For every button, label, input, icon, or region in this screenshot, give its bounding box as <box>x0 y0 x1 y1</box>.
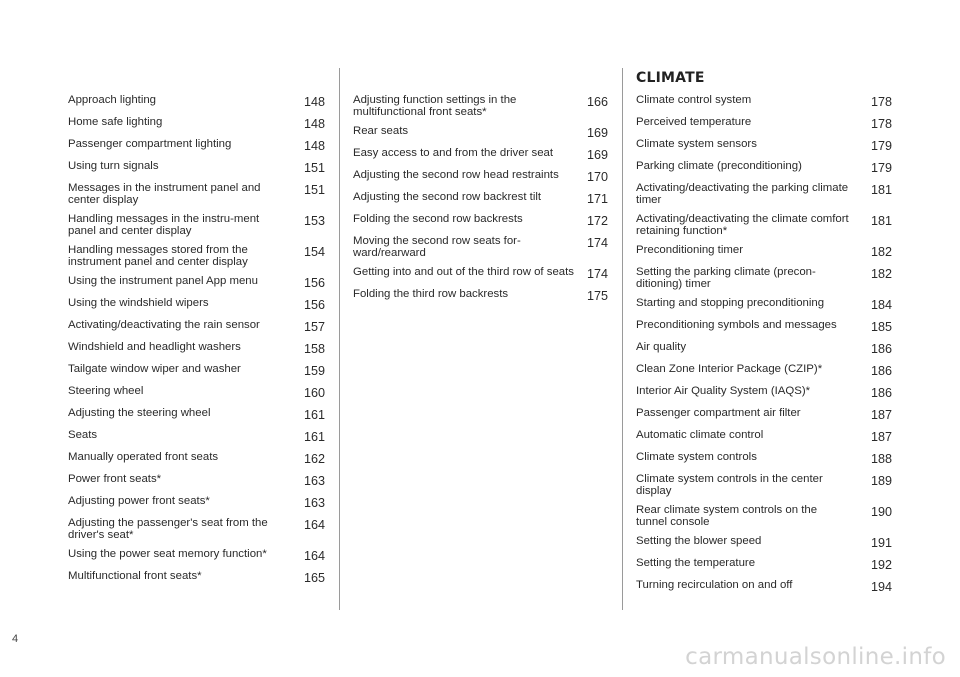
toc-entry-title: Adjusting the second row head restraints <box>353 169 559 181</box>
toc-entry-page: 156 <box>303 276 325 290</box>
toc-entry[interactable] <box>636 534 892 550</box>
toc-entry-page: 175 <box>586 289 608 303</box>
toc-entry-title: Setting the blower speed <box>636 535 762 547</box>
toc-entry-page: 162 <box>303 452 325 466</box>
toc-entry[interactable] <box>636 265 892 290</box>
toc-entry-title: Adjusting power front seats* <box>68 495 210 507</box>
toc-entry[interactable] <box>68 494 325 510</box>
toc-entry[interactable] <box>636 428 892 444</box>
toc-column-2 <box>353 93 608 309</box>
toc-entry[interactable] <box>636 115 892 131</box>
toc-entry-page: 166 <box>586 95 608 109</box>
toc-entry-page: 151 <box>303 161 325 175</box>
toc-entry-title: Activating/deactivating the rain sensor <box>68 319 260 331</box>
toc-entry-page: 181 <box>870 214 892 228</box>
toc-entry-page: 161 <box>303 430 325 444</box>
toc-entry-page: 184 <box>870 298 892 312</box>
toc-entry-title: Climate system controls in the center display <box>636 473 823 497</box>
toc-entry[interactable] <box>636 340 892 356</box>
toc-entry[interactable] <box>353 234 608 259</box>
toc-entry[interactable] <box>636 362 892 378</box>
toc-entry[interactable] <box>353 265 608 281</box>
toc-entry[interactable] <box>68 296 325 312</box>
toc-entry[interactable] <box>68 428 325 444</box>
toc-entry-title: Perceived temperature <box>636 116 752 128</box>
toc-entry[interactable] <box>68 450 325 466</box>
toc-entry[interactable] <box>68 318 325 334</box>
toc-entry-title: Messages in the instrument panel and center display <box>68 182 261 206</box>
toc-entry-page: 194 <box>870 580 892 594</box>
toc-entry-page: 153 <box>303 214 325 228</box>
toc-entry-title: Adjusting function settings in the multifunctional front seats* <box>353 94 517 118</box>
toc-entry-page: 164 <box>303 549 325 563</box>
toc-entry-title: Rear climate system controls on the tunnel console <box>636 504 818 528</box>
toc-entry-title: Easy access to and from the driver seat <box>353 147 554 159</box>
toc-entry[interactable] <box>68 93 325 109</box>
toc-entry-title: Turning recirculation on and off <box>636 579 793 591</box>
toc-entry[interactable] <box>68 547 325 563</box>
toc-entry-title: Setting the parking climate (precon-ditioning) timer <box>636 266 816 290</box>
toc-entry-title: Climate system controls <box>636 451 757 463</box>
toc-entry-title: Folding the second row backrests <box>353 213 523 225</box>
toc-entry[interactable] <box>68 159 325 175</box>
toc-entry-page: 158 <box>303 342 325 356</box>
toc-entry-page: 148 <box>303 139 325 153</box>
toc-entry-page: 181 <box>870 183 892 197</box>
toc-entry-title: Activating/deactivating the climate comfort retaining function* <box>636 213 849 237</box>
toc-entry-page: 159 <box>303 364 325 378</box>
toc-entry-title: Using the instrument panel App menu <box>68 275 258 287</box>
toc-entry[interactable] <box>68 243 325 268</box>
toc-entry[interactable] <box>636 296 892 312</box>
toc-entry-title: Air quality <box>636 341 687 353</box>
toc-entry[interactable] <box>636 450 892 466</box>
toc-entry[interactable] <box>636 93 892 109</box>
toc-entry-page: 186 <box>870 386 892 400</box>
watermark-text: carmanualsonline.info <box>685 644 946 670</box>
toc-entry-title: Moving the second row seats for-ward/rearward <box>353 235 521 259</box>
toc-entry-title: Using turn signals <box>68 160 159 172</box>
toc-entry[interactable] <box>636 472 892 497</box>
toc-entry[interactable] <box>68 274 325 290</box>
toc-entry-title: Passenger compartment air filter <box>636 407 801 419</box>
toc-entry-title: Handling messages stored from the instrument panel and center display <box>68 244 248 268</box>
toc-entry-title: Setting the temperature <box>636 557 756 569</box>
toc-entry-page: 169 <box>586 126 608 140</box>
toc-entry-page: 148 <box>303 117 325 131</box>
toc-entry-page: 178 <box>870 117 892 131</box>
toc-entry-page: 161 <box>303 408 325 422</box>
toc-entry[interactable] <box>353 93 608 118</box>
toc-entry[interactable] <box>68 362 325 378</box>
toc-entry-title: Preconditioning timer <box>636 244 743 256</box>
toc-entry-title: Home safe lighting <box>68 116 163 128</box>
toc-entry-page: 179 <box>870 139 892 153</box>
toc-entry-page: 187 <box>870 408 892 422</box>
toc-entry-title: Windshield and headlight washers <box>68 341 241 353</box>
toc-entry-page: 188 <box>870 452 892 466</box>
toc-entry-title: Steering wheel <box>68 385 144 397</box>
toc-entry-title: Manually operated front seats <box>68 451 219 463</box>
toc-entry[interactable] <box>353 168 608 184</box>
toc-entry-page: 157 <box>303 320 325 334</box>
toc-entry-page: 156 <box>303 298 325 312</box>
toc-entry-title: Interior Air Quality System (IAQS)* <box>636 385 811 397</box>
toc-entry-title: Parking climate (preconditioning) <box>636 160 802 172</box>
toc-entry[interactable] <box>353 287 608 303</box>
toc-entry-page: 163 <box>303 496 325 510</box>
toc-entry-title: Starting and stopping preconditioning <box>636 297 825 309</box>
toc-entry-page: 179 <box>870 161 892 175</box>
toc-entry-page: 192 <box>870 558 892 572</box>
toc-entry-page: 174 <box>586 267 608 281</box>
toc-entry-title: Passenger compartment lighting <box>68 138 232 150</box>
toc-entry[interactable] <box>68 472 325 488</box>
toc-entry[interactable] <box>636 243 892 259</box>
toc-entry[interactable] <box>636 181 892 206</box>
toc-entry-title: Clean Zone Interior Package (CZIP)* <box>636 363 823 375</box>
section-heading-climate: CLIMATE <box>636 70 705 86</box>
toc-entry-page: 160 <box>303 386 325 400</box>
toc-entry[interactable] <box>68 516 325 541</box>
toc-entry-page: 169 <box>586 148 608 162</box>
toc-entry[interactable] <box>636 556 892 572</box>
toc-entry-title: Using the power seat memory function* <box>68 548 267 560</box>
toc-entry[interactable] <box>68 181 325 206</box>
toc-entry[interactable] <box>353 190 608 206</box>
toc-entry-page: 186 <box>870 342 892 356</box>
toc-entry-page: 171 <box>586 192 608 206</box>
column-divider <box>339 68 340 610</box>
toc-entry-title: Climate system sensors <box>636 138 757 150</box>
toc-entry[interactable] <box>636 137 892 153</box>
toc-entry-title: Adjusting the passenger's seat from the driver's seat* <box>68 517 268 541</box>
toc-entry-page: 182 <box>870 245 892 259</box>
toc-entry-title: Power front seats* <box>68 473 162 485</box>
toc-entry[interactable] <box>68 406 325 422</box>
toc-entry[interactable] <box>68 137 325 153</box>
column-divider <box>622 68 623 610</box>
toc-entry-title: Preconditioning symbols and messages <box>636 319 837 331</box>
toc-entry-page: 154 <box>303 245 325 259</box>
toc-entry-title: Automatic climate control <box>636 429 764 441</box>
toc-entry-page: 189 <box>870 474 892 488</box>
toc-entry-title: Multifunctional front seats* <box>68 570 202 582</box>
toc-entry-page: 151 <box>303 183 325 197</box>
toc-entry-title: Rear seats <box>353 125 409 137</box>
toc-entry[interactable] <box>353 212 608 228</box>
toc-entry-page: 191 <box>870 536 892 550</box>
toc-entry[interactable] <box>636 159 892 175</box>
toc-entry-page: 178 <box>870 95 892 109</box>
toc-entry-title: Approach lighting <box>68 94 157 106</box>
toc-entry[interactable] <box>68 212 325 237</box>
toc-entry-title: Adjusting the second row backrest tilt <box>353 191 542 203</box>
page-number: 4 <box>12 633 19 645</box>
toc-column-3 <box>636 70 892 600</box>
toc-entry-page: 165 <box>303 571 325 585</box>
toc-entry[interactable] <box>353 124 608 140</box>
toc-entry[interactable] <box>636 406 892 422</box>
toc-entry-title: Handling messages in the instru-ment panel and center display <box>68 213 260 237</box>
toc-entry[interactable] <box>68 115 325 131</box>
toc-entry[interactable] <box>68 384 325 400</box>
toc-entry-page: 182 <box>870 267 892 281</box>
toc-entry[interactable] <box>68 340 325 356</box>
toc-entry-page: 174 <box>586 236 608 250</box>
toc-entry-title: Getting into and out of the third row of seats <box>353 266 574 278</box>
toc-entry[interactable] <box>636 318 892 334</box>
toc-entry-title: Adjusting the steering wheel <box>68 407 211 419</box>
toc-entry-title: Seats <box>68 429 98 441</box>
toc-entry-title: Using the windshield wipers <box>68 297 209 309</box>
toc-entry-title: Tailgate window wiper and washer <box>68 363 241 375</box>
toc-entry[interactable] <box>636 578 892 594</box>
toc-entry-title: Folding the third row backrests <box>353 288 509 300</box>
toc-entry-page: 172 <box>586 214 608 228</box>
toc-entry-page: 163 <box>303 474 325 488</box>
toc-entry-page: 185 <box>870 320 892 334</box>
toc-entry[interactable] <box>636 212 892 237</box>
toc-column-1 <box>68 93 325 591</box>
toc-entry-page: 190 <box>870 505 892 519</box>
toc-entry[interactable] <box>353 146 608 162</box>
toc-entry-page: 164 <box>303 518 325 532</box>
toc-entry-page: 187 <box>870 430 892 444</box>
toc-entry-page: 148 <box>303 95 325 109</box>
toc-entry[interactable] <box>636 384 892 400</box>
toc-entry-title: Climate control system <box>636 94 752 106</box>
toc-entry-page: 170 <box>586 170 608 184</box>
toc-entry-page: 186 <box>870 364 892 378</box>
toc-entry[interactable] <box>68 569 325 585</box>
toc-entry-title: Activating/deactivating the parking climate timer <box>636 182 849 206</box>
toc-entry[interactable] <box>636 503 892 528</box>
